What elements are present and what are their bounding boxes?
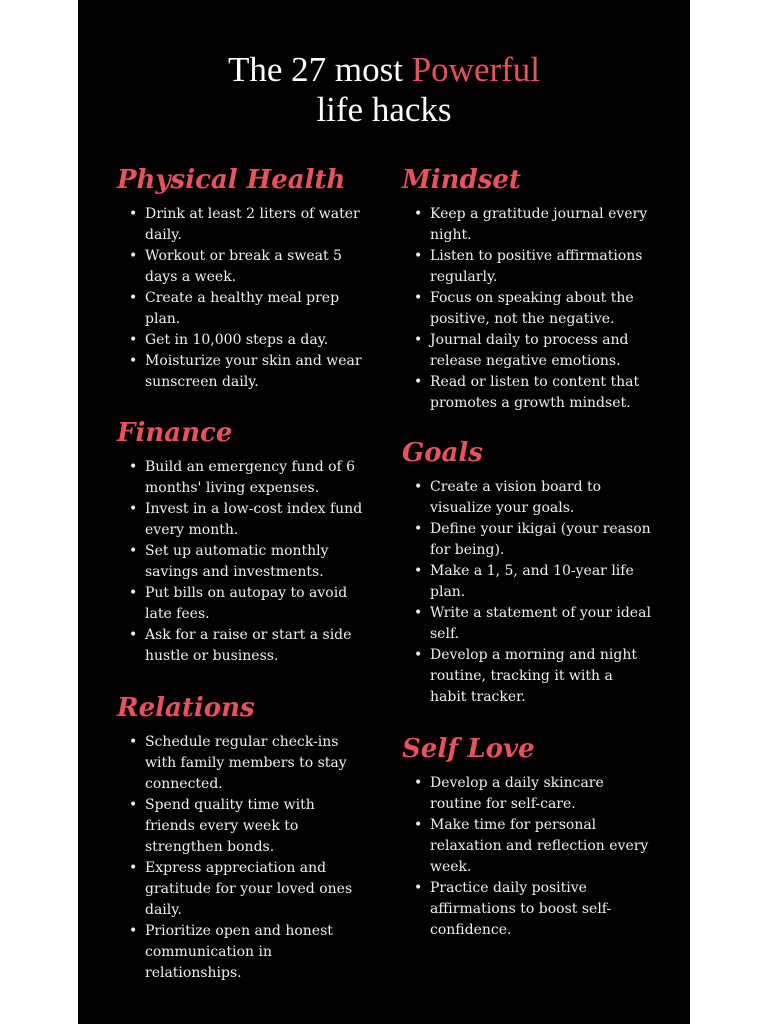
list-item	[117, 858, 367, 921]
item-text: Listen to positive affirmations regularly.	[430, 248, 643, 285]
bullet-icon: •	[414, 374, 423, 390]
item-text: Develop a daily skincare routine for self-care.	[430, 775, 604, 812]
item-text: Put bills on autopay to avoid late fees.	[145, 585, 348, 622]
item-text: Journal daily to process and release negative emotions.	[430, 332, 629, 369]
item-text: Set up automatic monthly savings and investments.	[145, 543, 329, 580]
section-physical-health	[117, 160, 367, 393]
list-item	[402, 372, 652, 414]
right-column	[402, 160, 652, 941]
list-item	[402, 815, 652, 878]
list-item	[402, 519, 652, 561]
item-text: Ask for a raise or start a side hustle or business.	[145, 627, 352, 664]
bullet-icon: •	[129, 332, 138, 348]
bullet-icon: •	[129, 353, 138, 369]
bullet-icon: •	[414, 479, 423, 495]
bullet-icon: •	[414, 290, 423, 306]
bullet-icon: •	[414, 605, 423, 621]
bullet-icon: •	[129, 206, 138, 222]
list-item	[117, 625, 367, 667]
item-text: Read or listen to content that promotes a growth mindset.	[430, 374, 640, 411]
section-heading: Mindset	[402, 165, 521, 195]
bullet-list	[402, 773, 652, 941]
bullet-icon: •	[414, 248, 423, 264]
item-text: Write a statement of your ideal self.	[430, 605, 651, 642]
list-item	[402, 603, 652, 645]
bullet-icon: •	[414, 817, 423, 833]
list-item	[117, 499, 367, 541]
section-relations	[117, 688, 367, 984]
list-item	[117, 921, 367, 984]
item-text: Invest in a low-cost index fund every month.	[145, 501, 363, 538]
bullet-icon: •	[129, 627, 138, 643]
bullet-icon: •	[129, 923, 138, 939]
bullet-icon: •	[414, 332, 423, 348]
bullet-icon: •	[129, 248, 138, 264]
bullet-icon: •	[129, 459, 138, 475]
item-text: Drink at least 2 liters of water daily.	[145, 206, 360, 243]
list-item	[402, 645, 652, 708]
list-item	[402, 330, 652, 372]
left-column	[117, 160, 367, 984]
bullet-icon: •	[129, 585, 138, 601]
title-line2: life hacks	[316, 90, 452, 129]
item-text: Create a healthy meal prep plan.	[145, 290, 340, 327]
bullet-icon: •	[414, 647, 423, 663]
bullet-icon: •	[129, 543, 138, 559]
list-item	[402, 246, 652, 288]
list-item	[117, 541, 367, 583]
list-item	[402, 288, 652, 330]
bullet-list	[117, 732, 367, 984]
section-mindset	[402, 160, 652, 414]
item-text: Develop a morning and night routine, tracking it with a habit tracker.	[430, 647, 638, 705]
section-heading: Self Love	[402, 734, 535, 764]
list-item	[117, 583, 367, 625]
bullet-icon: •	[129, 734, 138, 750]
list-item	[402, 561, 652, 603]
bullet-list	[402, 477, 652, 708]
bullet-list	[117, 204, 367, 393]
item-text: Keep a gratitude journal every night.	[430, 206, 648, 243]
section-heading: Relations	[117, 693, 255, 723]
item-text: Moisturize your skin and wear sunscreen daily.	[145, 353, 362, 390]
item-text: Make a 1, 5, and 10-year life plan.	[430, 563, 634, 600]
list-item	[117, 732, 367, 795]
bullet-list	[402, 204, 652, 414]
item-text: Workout or break a sweat 5 days a week.	[145, 248, 342, 285]
section-heading: Finance	[117, 418, 233, 448]
bullet-icon: •	[414, 521, 423, 537]
section-heading: Goals	[402, 438, 483, 468]
list-item	[117, 795, 367, 858]
list-item	[402, 477, 652, 519]
bullet-icon: •	[414, 880, 423, 896]
item-text: Build an emergency fund of 6 months' living expenses.	[145, 459, 356, 496]
section-finance	[117, 413, 367, 667]
section-goals	[402, 433, 652, 708]
list-item	[117, 330, 367, 351]
list-item	[117, 457, 367, 499]
section-heading: Physical Health	[117, 165, 346, 195]
bullet-icon: •	[129, 501, 138, 517]
infographic-poster	[78, 0, 690, 1024]
list-item	[402, 204, 652, 246]
item-text: Get in 10,000 steps a day.	[145, 332, 329, 348]
title-accent: Powerful	[411, 50, 541, 89]
item-text: Create a vision board to visualize your goals.	[430, 479, 602, 516]
item-text: Define your ikigai (your reason for being).	[430, 521, 651, 558]
list-item	[117, 288, 367, 330]
item-text: Prioritize open and honest communication in relationships.	[145, 923, 333, 981]
bullet-icon: •	[129, 290, 138, 306]
item-text: Practice daily positive affirmations to boost self-confidence.	[430, 880, 612, 938]
list-item	[117, 351, 367, 393]
section-self-love	[402, 729, 652, 941]
bullet-icon: •	[129, 860, 138, 876]
item-text: Spend quality time with friends every week to strengthen bonds.	[145, 797, 315, 855]
title-prefix: The 27 most	[227, 50, 412, 89]
list-item	[117, 246, 367, 288]
bullet-icon: •	[414, 563, 423, 579]
bullet-icon: •	[414, 775, 423, 791]
bullet-icon: •	[414, 206, 423, 222]
list-item	[117, 204, 367, 246]
list-item	[402, 773, 652, 815]
item-text: Make time for personal relaxation and reflection every week.	[430, 817, 649, 875]
item-text: Schedule regular check-ins with family members to stay connected.	[145, 734, 347, 792]
item-text: Focus on speaking about the positive, not the negative.	[430, 290, 634, 327]
bullet-list	[117, 457, 367, 667]
list-item	[402, 878, 652, 941]
poster-title	[78, 50, 690, 130]
bullet-icon: •	[129, 797, 138, 813]
item-text: Express appreciation and gratitude for your loved ones daily.	[145, 860, 353, 918]
